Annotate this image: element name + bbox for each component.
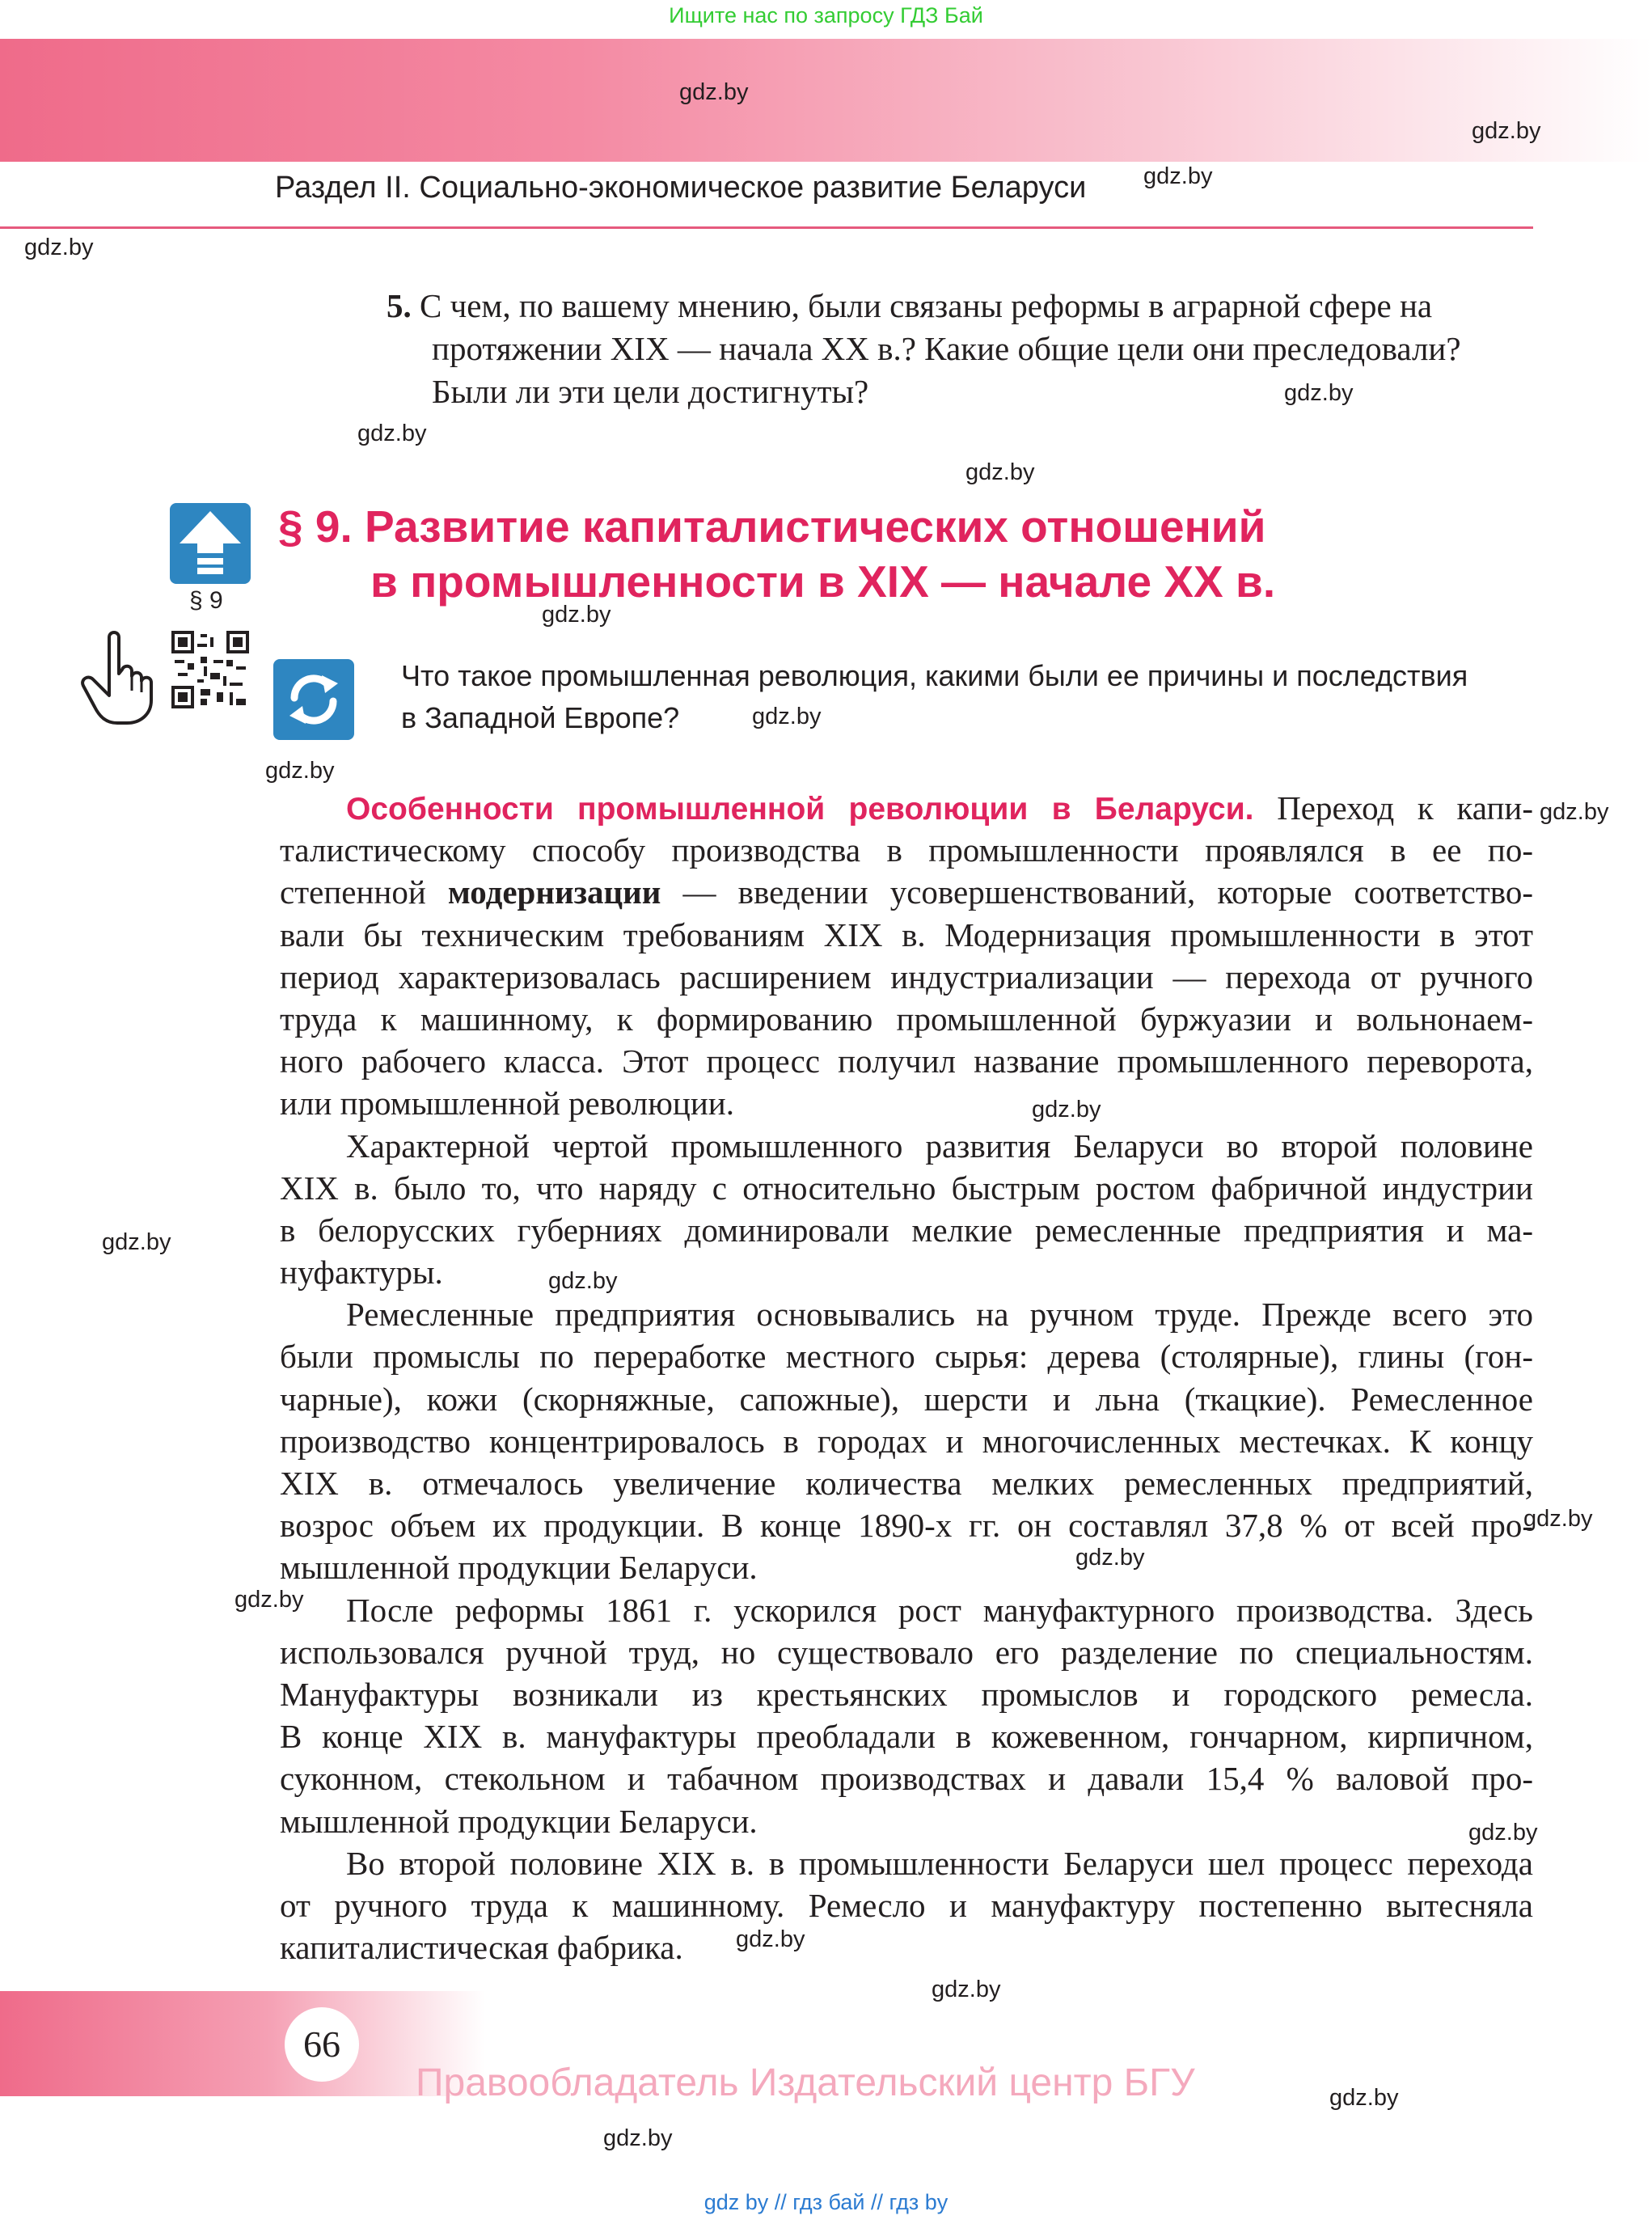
review-question-5 — [387, 285, 1535, 413]
body-text-run: — введении усовершенствований, которые соответство- — [661, 873, 1533, 911]
watermark: gdz.by — [736, 1926, 805, 1952]
body-line: были промыслы по переработке местного сырья: дерева (столярные), глины (гон- — [280, 1338, 1533, 1376]
body-line: суконном, стекольном и табачном производствах и давали 15,4 % валовой про- — [280, 1760, 1533, 1798]
body-text-run: Переход к капи- — [1253, 789, 1533, 827]
paragraph-ref-label: § 9 — [189, 587, 223, 614]
paragraph-heading — [278, 499, 1275, 609]
top-search-note: Ищите нас по запросу ГДЗ Бай — [669, 3, 983, 27]
body-line: После реформы 1861 г. ускорился рост мануфактурного производства. Здесь — [346, 1591, 1533, 1629]
watermark: gdz.by — [679, 79, 749, 105]
hand-pointer-icon — [77, 629, 166, 726]
watermark: gdz.by — [603, 2125, 673, 2151]
question-number: 5. — [387, 287, 412, 324]
question-line: Были ли эти цели достигнуты? — [432, 373, 869, 410]
watermark: gdz.by — [1540, 799, 1609, 825]
footer-band — [0, 1991, 485, 2096]
watermark: gdz.by — [1523, 1506, 1593, 1532]
body-line: чарные), кожи (скорняжные, сапожные), шерсти и льна (ткацкие). Ремесленное — [280, 1380, 1533, 1418]
refresh-icon — [273, 659, 354, 740]
watermark: gdz.by — [1032, 1097, 1101, 1123]
body-line: период характеризовалась расширением индустриализации — перехода от ручного — [280, 958, 1533, 996]
watermark: gdz.by — [548, 1268, 618, 1294]
body-line: нуфактуры. — [280, 1254, 443, 1292]
body-line: производство концентрировалось в городах и многочисленных местечках. К концу — [280, 1422, 1533, 1460]
body-line: XIX в. отмечалось увеличение количества мелких ремесленных предприятий, — [280, 1465, 1533, 1502]
watermark: gdz.by — [965, 459, 1035, 485]
body-line: Во второй половине XIX в. в промышленности Беларуси шел процесс перехода — [346, 1844, 1533, 1882]
watermark: gdz.by — [752, 704, 822, 729]
watermark: gdz.by — [357, 421, 427, 446]
question-line: протяжении XIX — начала XX в.? Какие общие цели они преследовали? — [432, 330, 1461, 367]
body-line: труда к машинному, к формированию промышленной буржуазии и вольнонаем- — [280, 1000, 1533, 1038]
body-line: Характерной чертой промышленного развития Беларуси во второй половине — [346, 1127, 1533, 1165]
bottom-links[interactable]: gdz by // гдз бай // гдз by — [703, 2190, 949, 2214]
watermark: gdz.by — [24, 235, 94, 260]
body-line: мышленной продукции Беларуси. — [280, 1802, 758, 1840]
body-line: капиталистическая фабрика. — [280, 1929, 683, 1967]
heading-line-2: в промышленности в XIX — начале XX в. — [370, 556, 1276, 607]
body-line: мышленной продукции Беларуси. — [280, 1549, 758, 1587]
section-title: Раздел II. Социально-экономическое развитие Беларуси — [275, 171, 1087, 205]
watermark: gdz.by — [932, 1977, 1001, 2002]
header-band — [0, 39, 1652, 162]
intro-question-line: Что такое промышленная революция, какими были ее причины и последствия — [401, 659, 1468, 692]
watermark: gdz.by — [1284, 380, 1354, 406]
watermark: gdz.by — [1329, 2085, 1399, 2111]
intro-question — [401, 655, 1533, 739]
arrow-up-icon[interactable] — [170, 503, 251, 584]
page-number: 66 — [285, 2007, 359, 2082]
body-line: ного рабочего класса. Этот процесс получил название промышленного переворота, — [280, 1042, 1533, 1080]
watermark: gdz.by — [1472, 118, 1541, 144]
body-line — [280, 787, 1533, 829]
watermark: gdz.by — [542, 602, 611, 628]
body-line: использовался ручной труд, но существовало его разделение по специальностям. — [280, 1633, 1533, 1671]
body-line: или промышленной революции. — [280, 1085, 734, 1123]
body-line: В конце XIX в. мануфактуры преобладали в кожевенном, гончарном, кирпичном, — [280, 1718, 1533, 1756]
body-text-run: степенной — [280, 873, 448, 911]
watermark: gdz.by — [234, 1587, 304, 1613]
body-line: Мануфактуры возникали из крестьянских промыслов и городского ремесла. — [280, 1675, 1533, 1713]
qr-code-icon[interactable] — [171, 631, 249, 708]
intro-question-line: в Западной Европе? — [401, 701, 680, 734]
subheading: Особенности промышленной революции в Беларуси. — [346, 792, 1254, 827]
body-line — [280, 871, 1533, 913]
watermark: gdz.by — [265, 758, 335, 784]
body-text — [280, 787, 1533, 1968]
question-line: С чем, по вашему мнению, были связаны реформы в аграрной сфере на — [420, 287, 1433, 324]
body-line: XIX в. было то, что наряду с относительно быстрым ростом фабричной индустрии — [280, 1169, 1533, 1207]
body-line: вали бы техническим требованиям XIX в. Модернизация промышленности в этот — [280, 915, 1533, 953]
heading-line-1: § 9. Развитие капиталистических отношений — [278, 501, 1266, 552]
watermark: gdz.by — [102, 1229, 171, 1255]
body-line: возрос объем их продукции. В конце 1890-х гг. он составлял 37,8 % от всей про- — [280, 1507, 1533, 1545]
watermark: gdz.by — [1075, 1545, 1145, 1571]
header-divider — [0, 226, 1533, 229]
body-line: талистическому способу производства в промышленности проявлялся в ее по- — [280, 831, 1533, 869]
body-line: от ручного труда к машинному. Ремесло и мануфактуру постепенно вытесняла — [280, 1886, 1533, 1924]
body-line: Ремесленные предприятия основывались на ручном труде. Прежде всего это — [346, 1296, 1533, 1334]
copyright-owner: Правообладатель Издательский центр БГУ — [416, 2061, 1195, 2104]
term-modernization: модернизации — [447, 873, 661, 911]
watermark: gdz.by — [1468, 1820, 1538, 1846]
watermark: gdz.by — [1143, 163, 1213, 189]
body-line: в белорусских губерниях доминировали мелкие ремесленные предприятия и ма- — [280, 1211, 1533, 1249]
